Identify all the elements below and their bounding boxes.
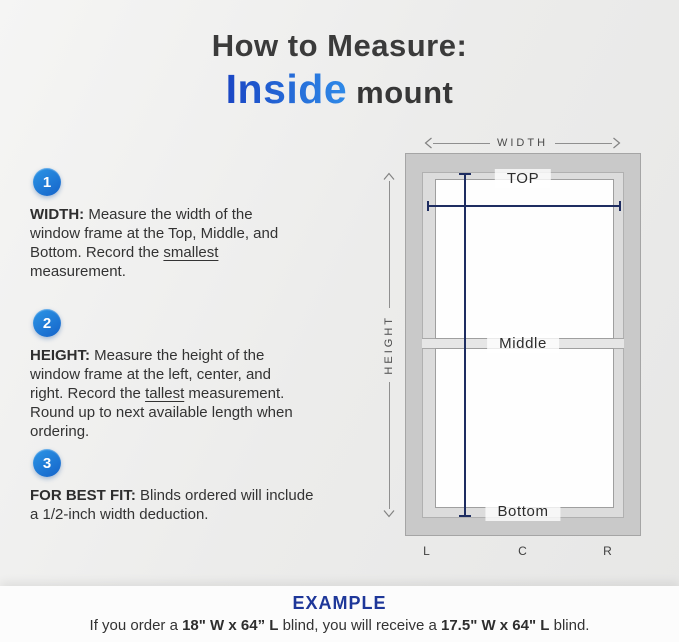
page-subtitle bbox=[0, 66, 679, 113]
width-dimension-arrow bbox=[424, 136, 621, 150]
axis-label-left: L bbox=[423, 544, 431, 558]
instruction-steps bbox=[30, 168, 360, 524]
label-bottom: Bottom bbox=[485, 502, 560, 521]
arrow-right-icon bbox=[612, 137, 621, 149]
axis-label-right: R bbox=[603, 544, 613, 558]
window-lower-pane bbox=[435, 348, 614, 508]
label-middle: Middle bbox=[487, 334, 559, 353]
arrow-rule bbox=[389, 382, 390, 509]
arrow-rule bbox=[555, 143, 612, 144]
step-best-fit bbox=[30, 449, 360, 524]
step-number-badge: 2 bbox=[33, 309, 61, 337]
step-width-text: WIDTH: Measure the width of the window frame at the Top, Middle, and Bottom. Record the smallest measurement. bbox=[30, 206, 279, 280]
page-title: How to Measure: bbox=[211, 28, 468, 63]
height-arrow-label: HEIGHT bbox=[383, 315, 395, 375]
mount-type-rest: mount bbox=[356, 75, 454, 110]
label-top: TOP bbox=[495, 169, 551, 188]
step-height bbox=[30, 309, 360, 441]
arrow-up-icon bbox=[383, 172, 395, 181]
step-width bbox=[30, 168, 360, 281]
step-height-text: HEIGHT: Measure the height of the window frame at the left, center, and right. Record the tallest measurement. Round up to next available length when ordering. bbox=[30, 347, 293, 440]
height-dimension-arrow bbox=[381, 172, 397, 518]
arrow-rule bbox=[433, 143, 490, 144]
step-number-badge: 1 bbox=[33, 168, 61, 196]
example-heading: EXAMPLE bbox=[292, 593, 387, 613]
arrow-rule bbox=[389, 181, 390, 308]
step-best-fit-text: FOR BEST FIT: Blinds ordered will include a 1/2-inch width deduction. bbox=[30, 487, 314, 523]
mount-type-highlight: Inside bbox=[225, 66, 348, 112]
height-measure-line bbox=[464, 173, 466, 517]
width-arrow-label: WIDTH bbox=[496, 137, 549, 149]
arrow-left-icon bbox=[424, 137, 433, 149]
page-header bbox=[0, 28, 679, 113]
width-measure-line bbox=[427, 205, 621, 207]
example-footer bbox=[0, 586, 679, 642]
arrow-down-icon bbox=[383, 509, 395, 518]
example-sentence: If you order a 18" W x 64” L blind, you will receive a 17.5" W x 64" L blind. bbox=[89, 617, 590, 634]
window-upper-pane bbox=[435, 179, 614, 339]
step-number-badge: 3 bbox=[33, 449, 61, 477]
axis-label-center: C bbox=[518, 544, 528, 558]
